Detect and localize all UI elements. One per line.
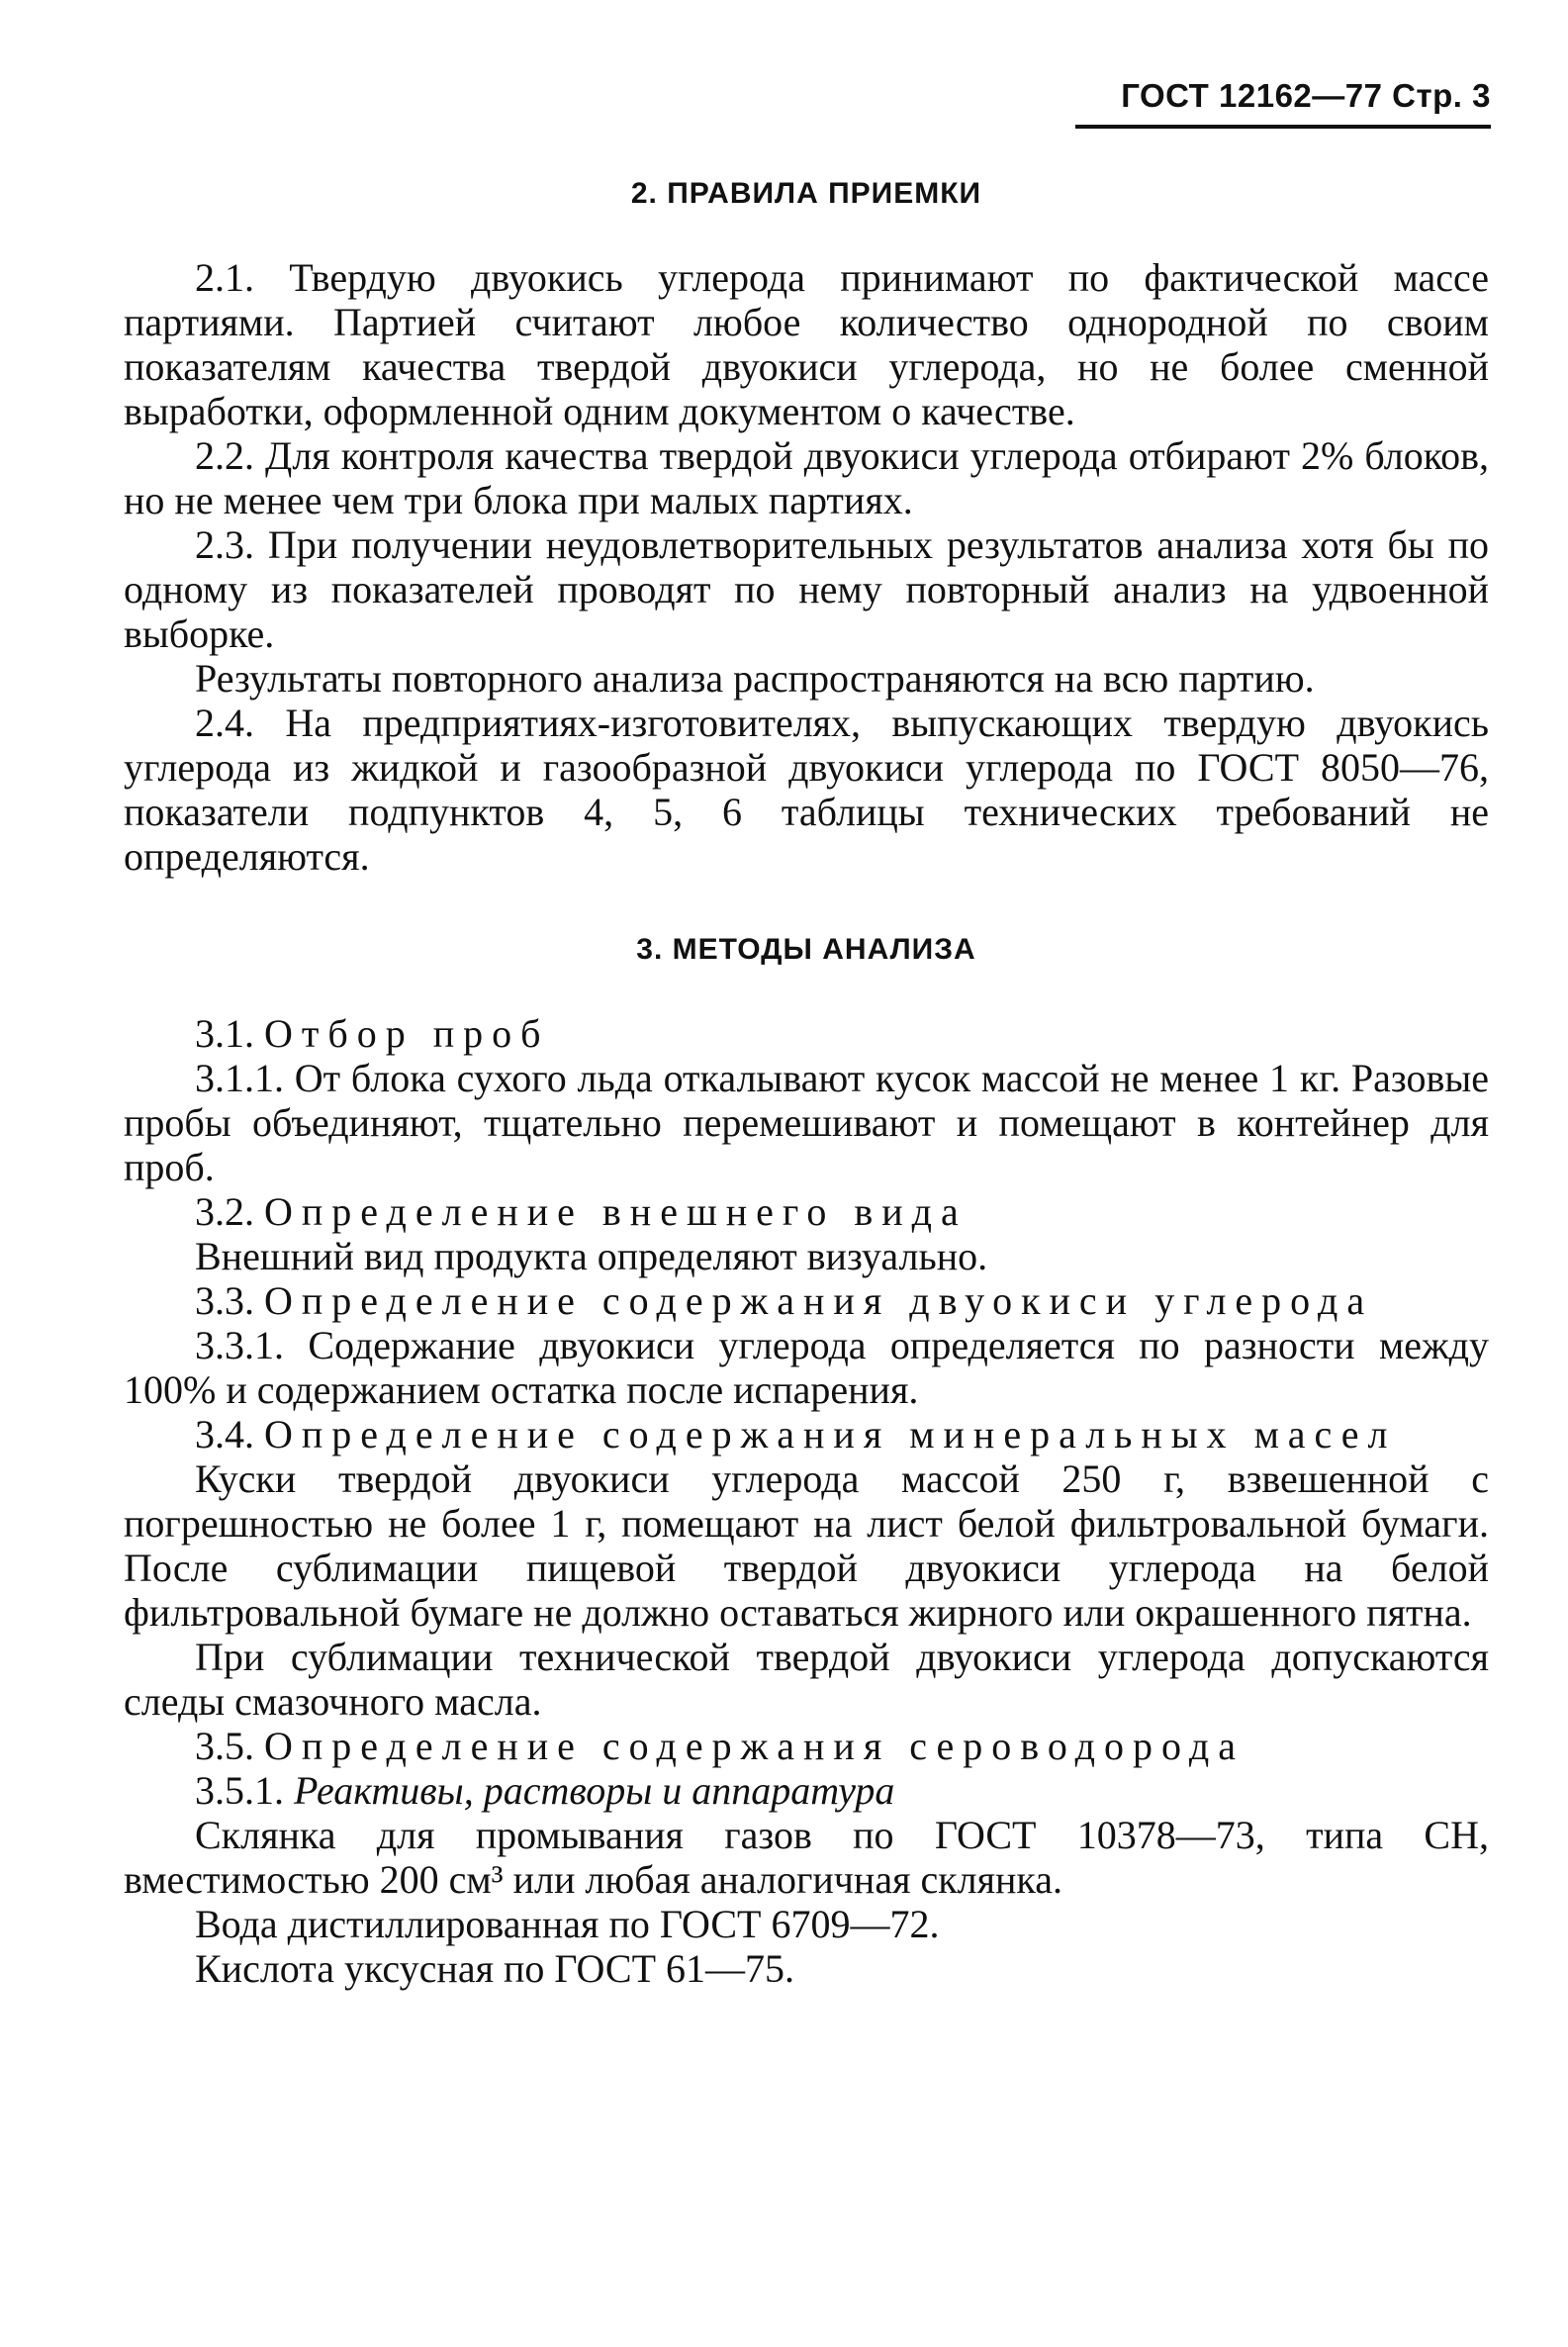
heading-3-4-number: 3.4. bbox=[195, 1412, 254, 1456]
heading-3-1 bbox=[124, 1011, 1489, 1056]
paragraph-2-2: 2.2. Для контроля качества твердой двуокиси углерода отбирают 2% блоков, но не менее чем три блока при малых партиях. bbox=[124, 433, 1489, 522]
heading-3-3-title: Определение содержания двуокиси углерода bbox=[264, 1278, 1374, 1323]
heading-3-2 bbox=[124, 1189, 1489, 1234]
paragraph-3-4-a: Куски твердой двуокиси углерода массой 250 г, взвешенной с погрешностью не более 1 г, помещают на лист белой фильтровальной бумаги. После сублимации пищевой твердой двуокиси углерода на белой фильтровальной бумаге не должно оставаться жирного или окрашенного пятна. bbox=[124, 1456, 1489, 1635]
paragraph-2-4: 2.4. На предприятиях-изготовителях, выпускающих твердую двуокись углерода из жидкой и газообразной двуокиси углерода по ГОСТ 8050—76, показатели подпунктов 4, 5, 6 таблицы технических требований не определяются. bbox=[124, 701, 1489, 879]
heading-3-4-title: Определение содержания минеральных масел bbox=[264, 1412, 1397, 1456]
paragraph-2-3: 2.3. При получении неудовлетворительных результатов анализа хотя бы по одному из показателей проводят по нему повторный анализ на удвоенной выборке. bbox=[124, 522, 1489, 656]
paragraph-3-1-1: 3.1.1. От блока сухого льда откалывают кусок массой не менее 1 кг. Разовые пробы объединяют, тщательно перемешивают и помещают в контейнер для проб. bbox=[124, 1056, 1489, 1189]
heading-3-2-number: 3.2. bbox=[195, 1189, 254, 1234]
paragraph-3-4-b: При сублимации технической твердой двуокиси углерода допускаются следы смазочного масла. bbox=[124, 1635, 1489, 1724]
heading-3-5-1 bbox=[124, 1768, 1489, 1813]
paragraph-3-2: Внешний вид продукта определяют визуально. bbox=[195, 1234, 988, 1278]
paragraph-3-5-1-c: Кислота уксусная по ГОСТ 61—75. bbox=[195, 1946, 794, 1991]
standard-page-number: ГОСТ 12162—77 Стр. 3 bbox=[1121, 77, 1491, 114]
section-2-title: 2. ПРАВИЛА ПРИЕМКИ bbox=[630, 177, 982, 210]
paragraph-2-1: 2.1. Твердую двуокись углерода принимают по фактической массе партиями. Партией считают любое количество однородной по своим показателям качества твердой двуокиси углерода, но не более сменной выработки, оформленной одним документом о качестве. bbox=[124, 255, 1489, 433]
heading-3-5-1-title: Реактивы, растворы и аппаратура bbox=[294, 1768, 895, 1813]
heading-3-1-number: 3.1. bbox=[195, 1011, 254, 1056]
paragraph-3-5-1-b: Вода дистиллированная по ГОСТ 6709—72. bbox=[195, 1902, 940, 1946]
page-header bbox=[1075, 77, 1491, 129]
header-rule bbox=[1075, 125, 1491, 129]
heading-3-5-number: 3.5. bbox=[195, 1724, 254, 1768]
paragraph-2-3-result: Результаты повторного анализа распространяются на всю партию. bbox=[195, 656, 1315, 701]
paragraph-3-3-1: 3.3.1. Содержание двуокиси углерода определяется по разности между 100% и содержанием остатка после испарения. bbox=[124, 1323, 1489, 1412]
heading-3-3-number: 3.3. bbox=[195, 1278, 254, 1323]
heading-3-5 bbox=[124, 1724, 1489, 1768]
paragraph-3-5-1-a: Склянка для промывания газов по ГОСТ 10378—73, типа СН, вместимостью 200 см³ или любая аналогичная склянка. bbox=[124, 1813, 1489, 1902]
document-body bbox=[124, 174, 1489, 1991]
heading-3-5-1-number: 3.5.1. bbox=[195, 1768, 284, 1813]
heading-3-1-title: Отбор проб bbox=[264, 1011, 550, 1056]
heading-3-2-title: Определение внешнего вида bbox=[264, 1189, 968, 1234]
heading-3-3 bbox=[124, 1278, 1489, 1323]
heading-3-5-title: Определение содержания сероводорода bbox=[264, 1724, 1245, 1768]
section-3-title: 3. МЕТОДЫ АНАЛИЗА bbox=[636, 933, 976, 966]
heading-3-4 bbox=[124, 1412, 1489, 1456]
